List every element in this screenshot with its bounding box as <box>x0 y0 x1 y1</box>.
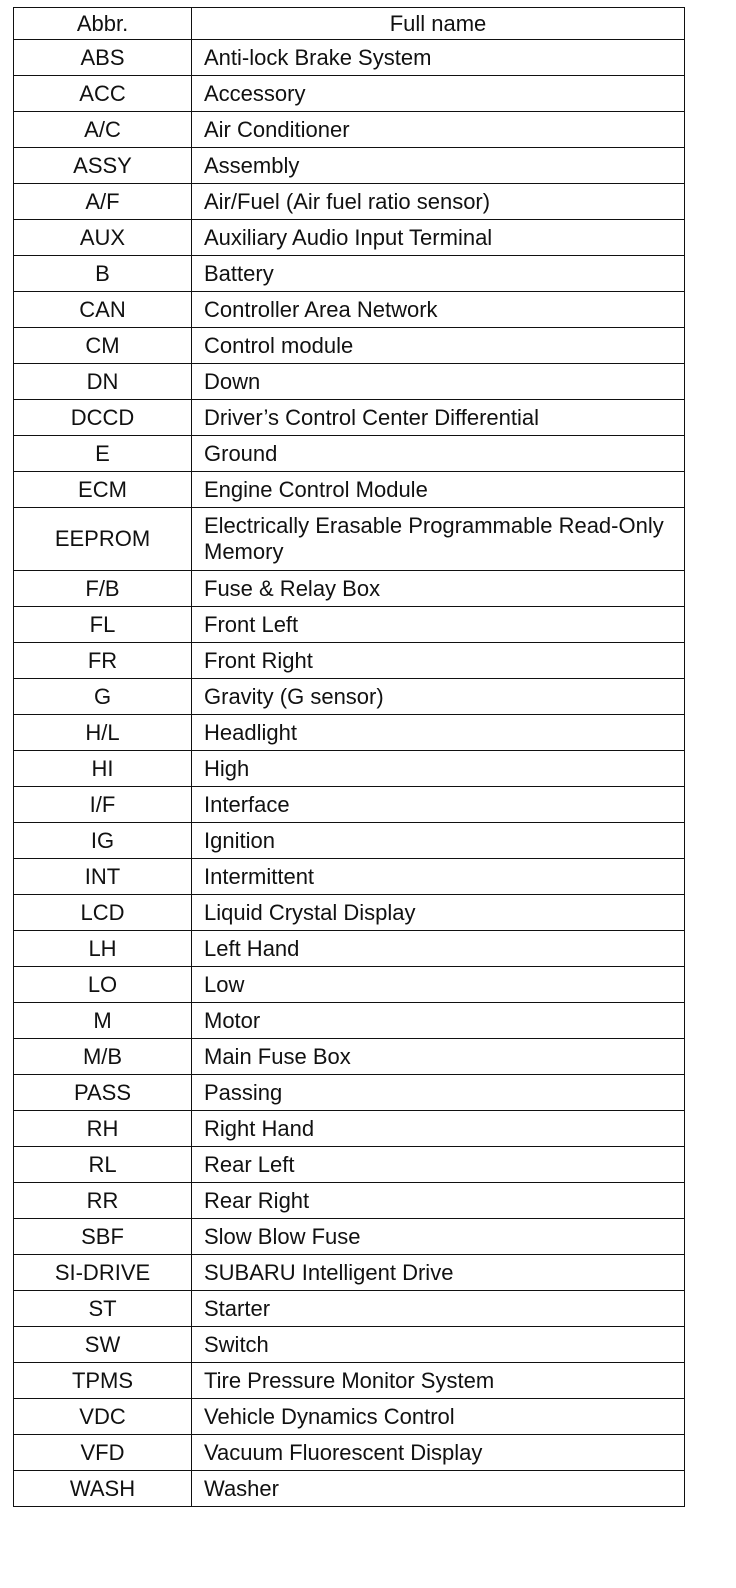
table-row <box>14 40 685 76</box>
abbreviation-table <box>13 7 685 1507</box>
header-abbr: Abbr. <box>14 8 192 40</box>
full-name-cell: Control module <box>192 328 685 364</box>
table-row <box>14 1291 685 1327</box>
full-name-cell: Low <box>192 967 685 1003</box>
full-name-cell: Rear Right <box>192 1183 685 1219</box>
abbr-cell: ABS <box>14 40 192 76</box>
table-row <box>14 1255 685 1291</box>
full-name-cell: Ignition <box>192 823 685 859</box>
table-row <box>14 436 685 472</box>
table-row <box>14 112 685 148</box>
abbr-cell: INT <box>14 859 192 895</box>
full-name-cell: Air/Fuel (Air fuel ratio sensor) <box>192 184 685 220</box>
abbr-cell: RR <box>14 1183 192 1219</box>
full-name-cell: Vehicle Dynamics Control <box>192 1399 685 1435</box>
abbr-cell: ST <box>14 1291 192 1327</box>
table-row <box>14 1363 685 1399</box>
full-name-cell: Front Left <box>192 607 685 643</box>
abbr-cell: B <box>14 256 192 292</box>
table-row <box>14 895 685 931</box>
abbr-cell: RH <box>14 1111 192 1147</box>
abbr-cell: M <box>14 1003 192 1039</box>
abbr-cell: E <box>14 436 192 472</box>
full-name-cell: Passing <box>192 1075 685 1111</box>
full-name-cell: Anti-lock Brake System <box>192 40 685 76</box>
table-row <box>14 1111 685 1147</box>
full-name-cell: Interface <box>192 787 685 823</box>
full-name-cell: Main Fuse Box <box>192 1039 685 1075</box>
abbr-cell: SI-DRIVE <box>14 1255 192 1291</box>
full-name-cell: Vacuum Fluorescent Display <box>192 1435 685 1471</box>
abbr-cell: LCD <box>14 895 192 931</box>
abbr-cell: RL <box>14 1147 192 1183</box>
abbr-cell: EEPROM <box>14 508 192 571</box>
full-name-cell: Right Hand <box>192 1111 685 1147</box>
table-row <box>14 787 685 823</box>
table-row <box>14 643 685 679</box>
table-row <box>14 220 685 256</box>
table-row <box>14 823 685 859</box>
table-row <box>14 607 685 643</box>
abbr-cell: LO <box>14 967 192 1003</box>
table-row <box>14 1399 685 1435</box>
abbr-cell: ECM <box>14 472 192 508</box>
abbr-cell: I/F <box>14 787 192 823</box>
table-row <box>14 931 685 967</box>
abbr-cell: DCCD <box>14 400 192 436</box>
full-name-cell: Ground <box>192 436 685 472</box>
abbr-cell: F/B <box>14 571 192 607</box>
abbr-cell: AUX <box>14 220 192 256</box>
table-row <box>14 1327 685 1363</box>
full-name-cell: Assembly <box>192 148 685 184</box>
table-row <box>14 76 685 112</box>
table-row <box>14 967 685 1003</box>
abbr-cell: VDC <box>14 1399 192 1435</box>
full-name-cell: Slow Blow Fuse <box>192 1219 685 1255</box>
full-name-cell: Driver’s Control Center Differential <box>192 400 685 436</box>
full-name-cell: Starter <box>192 1291 685 1327</box>
table-row <box>14 1471 685 1507</box>
full-name-cell: Headlight <box>192 715 685 751</box>
full-name-cell: SUBARU Intelligent Drive <box>192 1255 685 1291</box>
abbr-cell: ACC <box>14 76 192 112</box>
full-name-cell: Front Right <box>192 643 685 679</box>
full-name-cell: Battery <box>192 256 685 292</box>
full-name-cell: Accessory <box>192 76 685 112</box>
full-name-cell: Motor <box>192 1003 685 1039</box>
table-row <box>14 1183 685 1219</box>
abbr-cell: FR <box>14 643 192 679</box>
full-name-cell: Engine Control Module <box>192 472 685 508</box>
full-name-cell: Liquid Crystal Display <box>192 895 685 931</box>
abbr-cell: SW <box>14 1327 192 1363</box>
table-row <box>14 472 685 508</box>
table-row <box>14 256 685 292</box>
table-row <box>14 148 685 184</box>
abbr-cell: G <box>14 679 192 715</box>
abbr-cell: TPMS <box>14 1363 192 1399</box>
header-full-name: Full name <box>192 8 685 40</box>
full-name-cell: Intermittent <box>192 859 685 895</box>
full-name-cell: Electrically Erasable Programmable Read-Only Memory <box>192 508 685 571</box>
table-row <box>14 751 685 787</box>
table-row <box>14 364 685 400</box>
table-row <box>14 1039 685 1075</box>
table-row <box>14 184 685 220</box>
table-row <box>14 571 685 607</box>
full-name-cell: Fuse & Relay Box <box>192 571 685 607</box>
abbr-cell: ASSY <box>14 148 192 184</box>
table-row <box>14 1075 685 1111</box>
abbr-cell: PASS <box>14 1075 192 1111</box>
abbr-cell: VFD <box>14 1435 192 1471</box>
full-name-cell: Gravity (G sensor) <box>192 679 685 715</box>
table-row <box>14 292 685 328</box>
table-header-row <box>14 8 685 40</box>
abbr-cell: M/B <box>14 1039 192 1075</box>
table-row <box>14 1003 685 1039</box>
abbr-cell: CAN <box>14 292 192 328</box>
abbr-cell: WASH <box>14 1471 192 1507</box>
abbr-cell: A/C <box>14 112 192 148</box>
abbr-cell: FL <box>14 607 192 643</box>
abbr-cell: SBF <box>14 1219 192 1255</box>
full-name-cell: Washer <box>192 1471 685 1507</box>
table-row <box>14 715 685 751</box>
abbr-cell: A/F <box>14 184 192 220</box>
full-name-cell: Tire Pressure Monitor System <box>192 1363 685 1399</box>
full-name-cell: Down <box>192 364 685 400</box>
full-name-cell: Auxiliary Audio Input Terminal <box>192 220 685 256</box>
abbr-cell: CM <box>14 328 192 364</box>
table-row <box>14 859 685 895</box>
abbr-cell: LH <box>14 931 192 967</box>
full-name-cell: Left Hand <box>192 931 685 967</box>
table-row <box>14 1435 685 1471</box>
full-name-cell: Switch <box>192 1327 685 1363</box>
abbr-cell: DN <box>14 364 192 400</box>
abbr-cell: HI <box>14 751 192 787</box>
full-name-cell: Rear Left <box>192 1147 685 1183</box>
abbr-cell: H/L <box>14 715 192 751</box>
full-name-cell: Controller Area Network <box>192 292 685 328</box>
full-name-cell: Air Conditioner <box>192 112 685 148</box>
abbr-cell: IG <box>14 823 192 859</box>
table-row <box>14 508 685 571</box>
table-row <box>14 1219 685 1255</box>
table-row <box>14 1147 685 1183</box>
table-row <box>14 400 685 436</box>
full-name-cell: High <box>192 751 685 787</box>
table-row <box>14 328 685 364</box>
table-row <box>14 679 685 715</box>
